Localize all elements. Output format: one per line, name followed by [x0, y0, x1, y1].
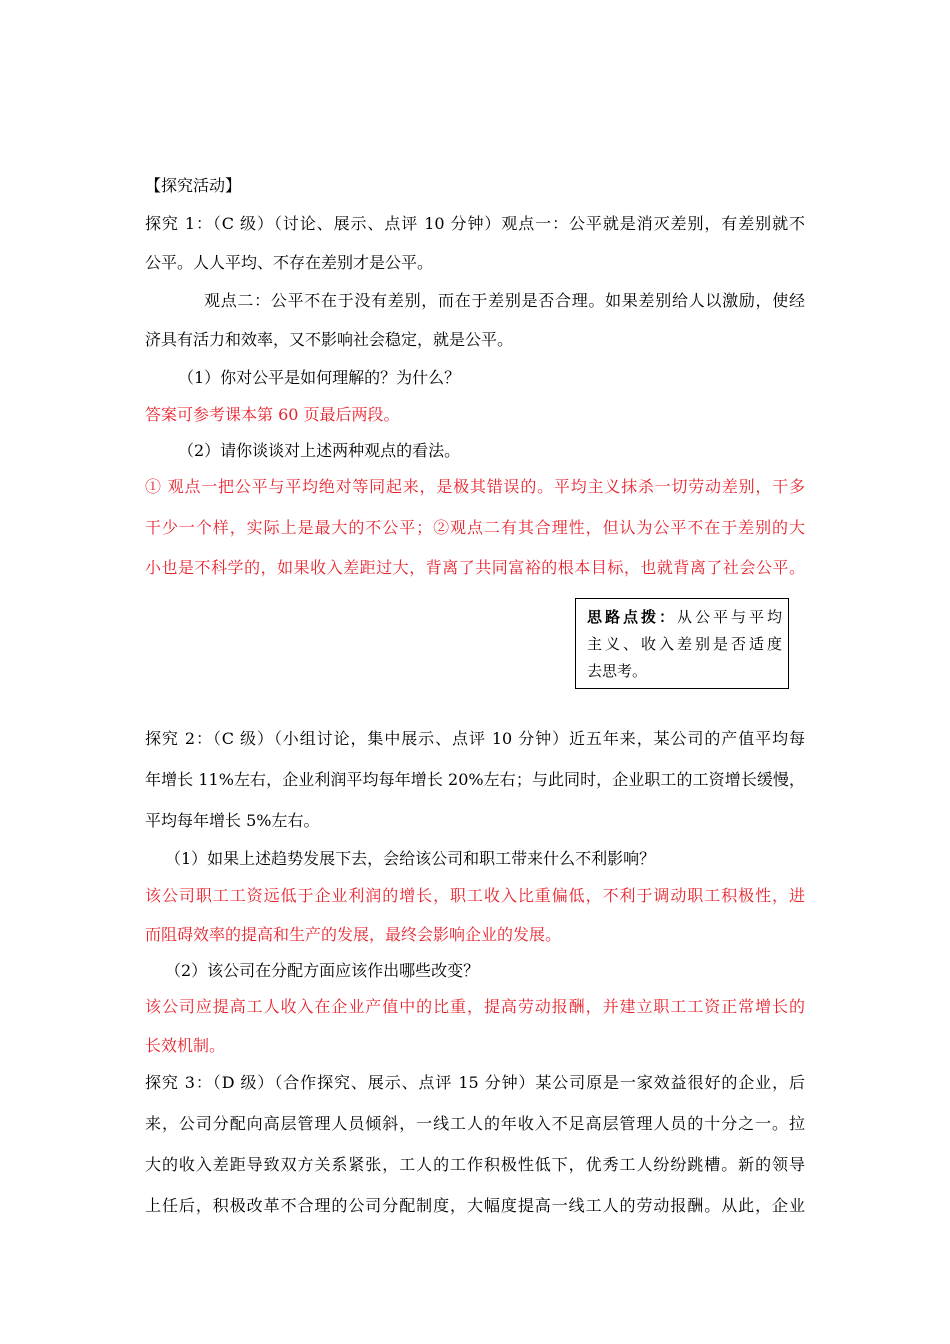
inquiry1-answer2-line1: ① 观点一把公平与平均绝对等同起来，是极其错误的。平均主义抹杀一切劳动差别，干多	[145, 477, 805, 496]
inquiry2-intro-line3: 平均每年增长 5%左右。	[145, 811, 320, 830]
inquiry2-intro-line1: 探究 2：（C 级）（小组讨论，集中展示、点评 10 分钟）近五年来，某公司的产值平均每	[145, 729, 805, 748]
inquiry1-intro-line1: 探究 1：（C 级）（讨论、展示、点评 10 分钟）观点一：公平就是消灭差别，有差别就不	[145, 214, 805, 233]
section-heading: 【探究活动】	[145, 176, 242, 195]
inquiry1-answer1: 答案可参考课本第 60 页最后两段。	[145, 405, 400, 424]
tip-line3: 去思考。	[587, 662, 648, 680]
tip-label: 思路点拨：	[587, 608, 677, 626]
inquiry2-answer1-line1: 该公司职工工资远低于企业利润的增长，职工收入比重偏低，不利于调动职工积极性，进	[145, 886, 805, 905]
inquiry1-intro-line2: 公平。人人平均、不存在差别才是公平。	[145, 253, 434, 272]
inquiry2-intro-line2: 年增长 11%左右，企业利润平均每年增长 20%左右；与此同时，企业职工的工资增长缓慢，	[145, 770, 805, 789]
inquiry2-question1: （1）如果上述趋势发展下去，会给该公司和职工带来什么不利影响？	[165, 849, 656, 868]
inquiry2-answer2-line1: 该公司应提高工人收入在企业产值中的比重，提高劳动报酬，并建立职工工资正常增长的	[145, 997, 805, 1016]
inquiry1-question1: （1）你对公平是如何理解的？为什么？	[178, 368, 461, 387]
inquiry2-answer2-line2: 长效机制。	[145, 1036, 226, 1055]
inquiry2-question2: （2）该公司在分配方面应该作出哪些改变？	[165, 961, 480, 980]
tip-line1	[587, 607, 782, 627]
tip-box	[575, 598, 789, 689]
inquiry3-line1: 探究 3：（D 级）（合作探究、展示、点评 15 分钟）某公司原是一家效益很好的企业，后	[145, 1073, 805, 1092]
inquiry1-view2-line2: 济具有活力和效率，又不影响社会稳定，就是公平。	[145, 330, 514, 349]
inquiry2-answer1-line2: 而阻碍效率的提高和生产的发展，最终会影响企业的发展。	[145, 925, 562, 944]
inquiry1-question2: （2）请你谈谈对上述两种观点的看法。	[178, 441, 461, 460]
inquiry1-answer2-line3: 小也是不科学的，如果收入差距过大，背离了共同富裕的根本目标，也就背离了社会公平。	[145, 558, 805, 577]
tip-line1-text: 从公平与平均	[677, 608, 782, 626]
inquiry1-answer2-line2: 干少一个样，实际上是最大的不公平；②观点二有其合理性，但认为公平不在于差别的大	[145, 518, 805, 537]
inquiry3-line2: 来，公司分配向高层管理人员倾斜，一线工人的年收入不足高层管理人员的十分之一。拉	[145, 1114, 805, 1133]
inquiry3-line3: 大的收入差距导致双方关系紧张，工人的工作积极性低下，优秀工人纷纷跳槽。新的领导	[145, 1155, 805, 1174]
tip-line2: 主义、收入差别是否适度	[587, 635, 782, 653]
inquiry1-view2-line1: 观点二：公平不在于没有差别，而在于差别是否合理。如果差别给人以激励，使经	[204, 291, 805, 310]
inquiry3-line4: 上任后，积极改革不合理的公司分配制度，大幅度提高一线工人的劳动报酬。从此，企业	[145, 1196, 805, 1215]
